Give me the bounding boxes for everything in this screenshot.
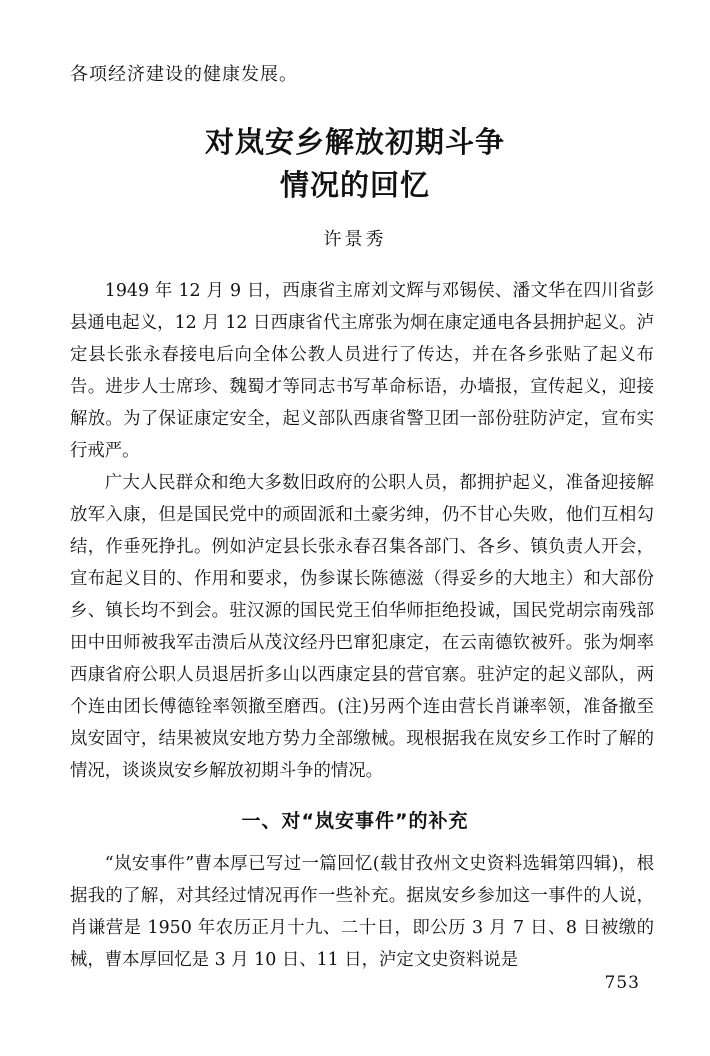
- previous-article-closing-line: 各项经济建设的健康发展。: [70, 64, 298, 85]
- article-author: 许景秀: [323, 229, 387, 250]
- body-paragraph-2: 广大人民群众和绝大多数旧政府的公职人员，都拥护起义，准备迎接解放军入康，但是国民党中的顽固派和土豪劣绅，仍不甘心失败，他们互相勾结，作垂死挣扎。例如泸定县长张永春召集各部门、各乡、镇负责人开会，宣布起义目的、作用和要求，伪参谋长陈德滋（得妥乡的大地主）和大部份乡、镇长均不到会。驻汉源的国民党王伯华师拒绝投诚，国民党胡宗南残部田中田师被我军击溃后从茂汶经丹巴窜犯康定，在云南德钦被歼。张为炯率西康省府公职人员退居折多山以西康定县的营官寨。驻泸定的起义部队，两个连由团长傅德铨率领撤至磨西。(注)另两个连由营长肖谦率领，准备撤至岚安固守，结果被岚安地方势力全部缴械。现根据我在岚安乡工作时了解的情况，谈谈岚安乡解放初期斗争的情况。: [70, 473, 654, 781]
- page-number: 753: [604, 973, 640, 993]
- article-title-line-1: 对岚安乡解放初期斗争: [204, 125, 505, 159]
- section-heading: 一、对“岚安事件”的补充: [241, 810, 469, 832]
- article-intro-body: [70, 275, 654, 787]
- body-paragraph-1: 1949 年 12 月 9 日，西康省主席刘文辉与邓锡侯、潘文华在四川省彭县通电起义，12 月 12 日西康省代主席张为炯在康定通电各县拥护起义。泸定县长张永春接电后向全体公教人员进行了传达，并在各乡张贴了起义布告。进步人士席珍、魏蜀才等同志书写革命标语，办墙报，宣传起义，迎接解放。为了保证康定安全，起义部队西康省警卫团一部份驻防泸定，宣布实行戒严。: [70, 281, 654, 461]
- section-1-paragraph-1: “岚安事件”曹本厚已写过一篇回忆(载甘孜州文史资料选辑第四辑)，根据我的了解，对其经过情况再作一些补充。据岚安乡参加这一事件的人说，肖谦营是 1950 年农历正月十九、二十日，即公历 3 月 7 日、8 日被缴的械，曹本厚回忆是 3 月 10 日、11 日，泸定文史资料说是: [70, 854, 654, 970]
- section-1-body: [70, 848, 654, 976]
- article-title-line-2: 情况的回忆: [279, 168, 430, 202]
